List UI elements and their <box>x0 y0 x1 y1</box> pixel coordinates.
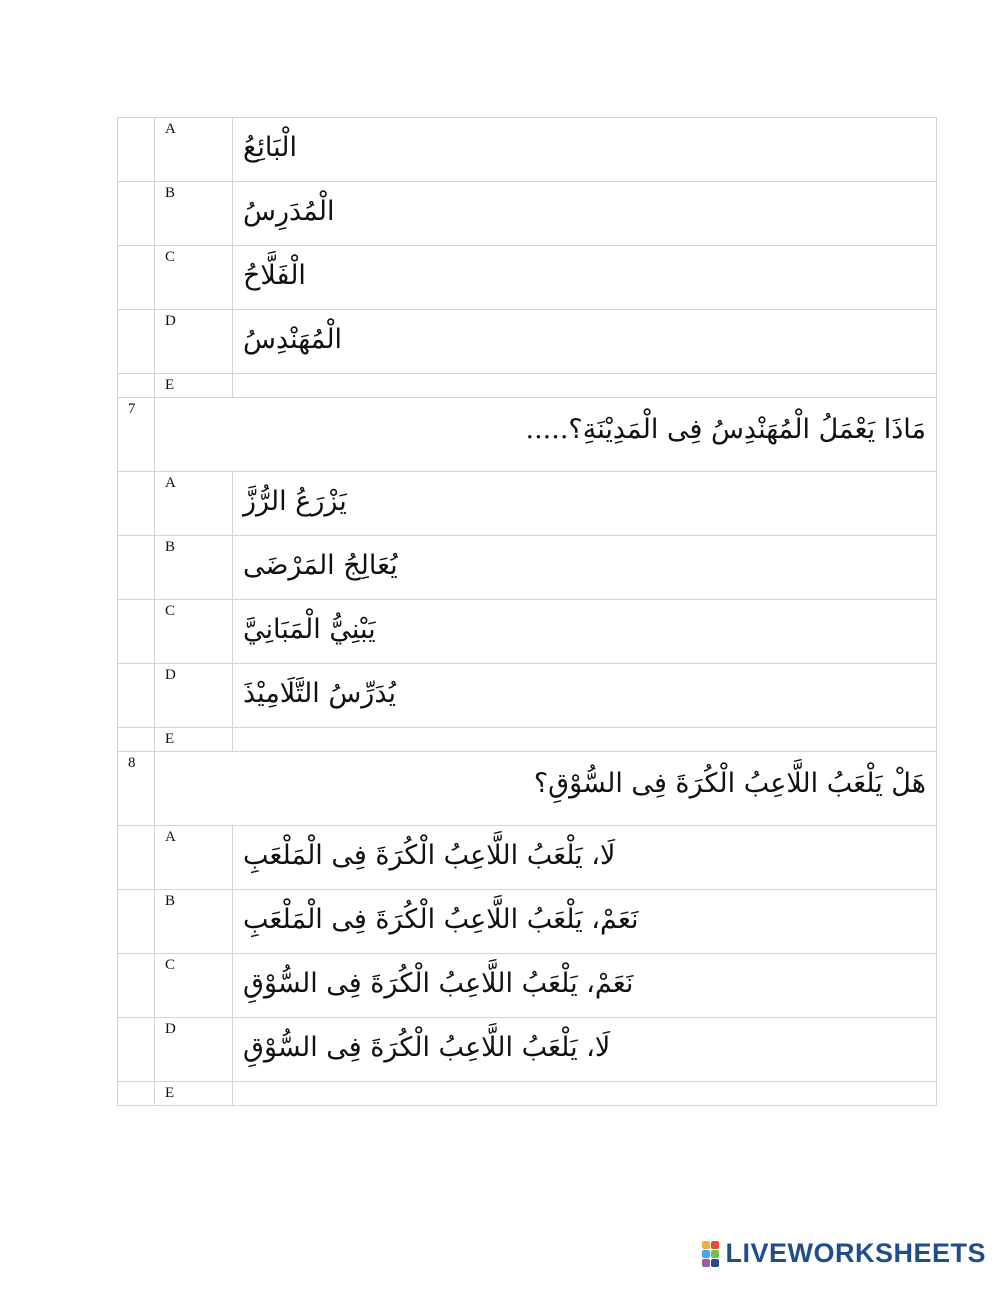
blank-cell <box>118 1082 155 1106</box>
option-letter-cell <box>155 536 233 600</box>
blank-cell <box>118 118 155 182</box>
option-answer-cell[interactable] <box>233 310 937 374</box>
option-row[interactable] <box>118 374 937 398</box>
logo-square <box>711 1241 719 1249</box>
option-answer-text: الْفَلَّاحُ <box>243 260 306 291</box>
logo-square <box>711 1259 719 1267</box>
option-letter-cell <box>155 954 233 1018</box>
blank-cell <box>118 1018 155 1082</box>
option-letter-cell <box>155 664 233 728</box>
option-answer-text: لَا، يَلْعَبُ اللَّاعِبُ الْكُرَةَ فِى السُّوْقِ <box>243 1032 611 1063</box>
option-letter-cell <box>155 118 233 182</box>
question-number-cell <box>118 752 155 826</box>
option-letter: B <box>165 893 176 909</box>
blank-cell <box>118 664 155 728</box>
question-number: 7 <box>128 401 136 417</box>
option-answer-cell[interactable] <box>233 664 937 728</box>
question-number-cell <box>118 398 155 472</box>
question-number: 8 <box>128 755 136 771</box>
option-letter: D <box>165 667 176 683</box>
option-letter: E <box>165 1085 175 1101</box>
blank-cell <box>118 954 155 1018</box>
blank-cell <box>118 246 155 310</box>
option-answer-text: لَا، يَلْعَبُ اللَّاعِبُ الْكُرَةَ فِى الْمَلْعَبِ <box>243 840 616 871</box>
option-letter-cell <box>155 1018 233 1082</box>
blank-cell <box>118 890 155 954</box>
option-answer-cell[interactable] <box>233 1018 937 1082</box>
option-answer-cell[interactable] <box>233 890 937 954</box>
option-answer-cell[interactable] <box>233 182 937 246</box>
option-letter: D <box>165 1021 176 1037</box>
option-answer-text <box>233 1083 243 1097</box>
option-answer-text <box>233 729 243 743</box>
option-letter-cell <box>155 182 233 246</box>
option-answer-text: الْمُدَرِسُ <box>243 196 335 227</box>
logo-square <box>711 1250 719 1258</box>
option-answer-text: يُعَالِجُ المَرْضَى <box>243 550 398 581</box>
option-answer-cell[interactable] <box>233 118 937 182</box>
option-letter: A <box>165 829 176 845</box>
logo-square <box>702 1241 710 1249</box>
option-answer-cell[interactable] <box>233 246 937 310</box>
option-letter: B <box>165 185 176 201</box>
option-answer-cell[interactable] <box>233 954 937 1018</box>
option-answer-text: نَعَمْ، يَلْعَبُ اللَّاعِبُ الْكُرَةَ فِى السُّوْقِ <box>243 968 634 999</box>
option-letter: E <box>165 731 175 747</box>
option-letter-cell <box>155 826 233 890</box>
option-letter-cell <box>155 310 233 374</box>
liveworksheets-logo <box>702 1238 986 1269</box>
option-answer-text <box>233 375 243 389</box>
option-letter: A <box>165 121 176 137</box>
option-answer-text: نَعَمْ، يَلْعَبُ اللَّاعِبُ الْكُرَةَ فِى الْمَلْعَبِ <box>243 904 639 935</box>
blank-cell <box>118 472 155 536</box>
option-row[interactable] <box>118 472 937 536</box>
logo-mark-icon <box>702 1241 719 1267</box>
worksheet-table <box>117 117 937 1106</box>
option-answer-text: يَبْنِيُّ الْمَبَانِيَّ <box>243 614 376 645</box>
blank-cell <box>118 536 155 600</box>
blank-cell <box>118 374 155 398</box>
question-row <box>118 752 937 826</box>
option-answer-cell[interactable] <box>233 728 937 752</box>
option-row[interactable] <box>118 310 937 374</box>
option-row[interactable] <box>118 246 937 310</box>
blank-cell <box>118 182 155 246</box>
option-letter-cell <box>155 374 233 398</box>
option-answer-cell[interactable] <box>233 472 937 536</box>
option-row[interactable] <box>118 890 937 954</box>
option-letter-cell <box>155 600 233 664</box>
option-letter: D <box>165 313 176 329</box>
option-row[interactable] <box>118 118 937 182</box>
question-cell <box>155 398 937 472</box>
question-text: هَلْ يَلْعَبُ اللَّاعِبُ الْكُرَةَ فِى السُّوْقِ؟ <box>533 768 926 799</box>
option-letter-cell <box>155 890 233 954</box>
option-answer-cell[interactable] <box>233 536 937 600</box>
option-letter: C <box>165 957 176 973</box>
option-row[interactable] <box>118 1082 937 1106</box>
blank-cell <box>118 826 155 890</box>
option-row[interactable] <box>118 536 937 600</box>
option-letter: B <box>165 539 176 555</box>
logo-square <box>702 1250 710 1258</box>
option-answer-text: يَزْرَعُ الرُّزَّ <box>243 486 347 517</box>
option-row[interactable] <box>118 1018 937 1082</box>
option-answer-text: يُدَرِّسُ التَّلَامِيْذَ <box>243 678 397 709</box>
option-letter: E <box>165 377 175 393</box>
option-letter-cell <box>155 246 233 310</box>
option-row[interactable] <box>118 954 937 1018</box>
option-letter: C <box>165 603 176 619</box>
option-row[interactable] <box>118 664 937 728</box>
option-letter: A <box>165 475 176 491</box>
option-letter-cell <box>155 728 233 752</box>
option-answer-text: الْمُهَنْدِسُ <box>243 324 343 355</box>
blank-cell <box>118 600 155 664</box>
logo-text: LIVEWORKSHEETS <box>725 1238 986 1268</box>
option-row[interactable] <box>118 182 937 246</box>
option-answer-cell[interactable] <box>233 374 937 398</box>
blank-cell <box>118 310 155 374</box>
option-answer-cell[interactable] <box>233 600 937 664</box>
option-row[interactable] <box>118 728 937 752</box>
option-letter: C <box>165 249 176 265</box>
question-cell <box>155 752 937 826</box>
option-row[interactable] <box>118 826 937 890</box>
option-row[interactable] <box>118 600 937 664</box>
question-row <box>118 398 937 472</box>
question-text: مَاذَا يَعْمَلُ الْمُهَنْدِسُ فِى الْمَدِيْنَةِ؟..... <box>525 414 926 445</box>
option-answer-cell[interactable] <box>233 1082 937 1106</box>
option-answer-text: الْبَائِعُ <box>243 132 297 163</box>
option-letter-cell <box>155 1082 233 1106</box>
logo-square <box>702 1259 710 1267</box>
option-answer-cell[interactable] <box>233 826 937 890</box>
blank-cell <box>118 728 155 752</box>
option-letter-cell <box>155 472 233 536</box>
